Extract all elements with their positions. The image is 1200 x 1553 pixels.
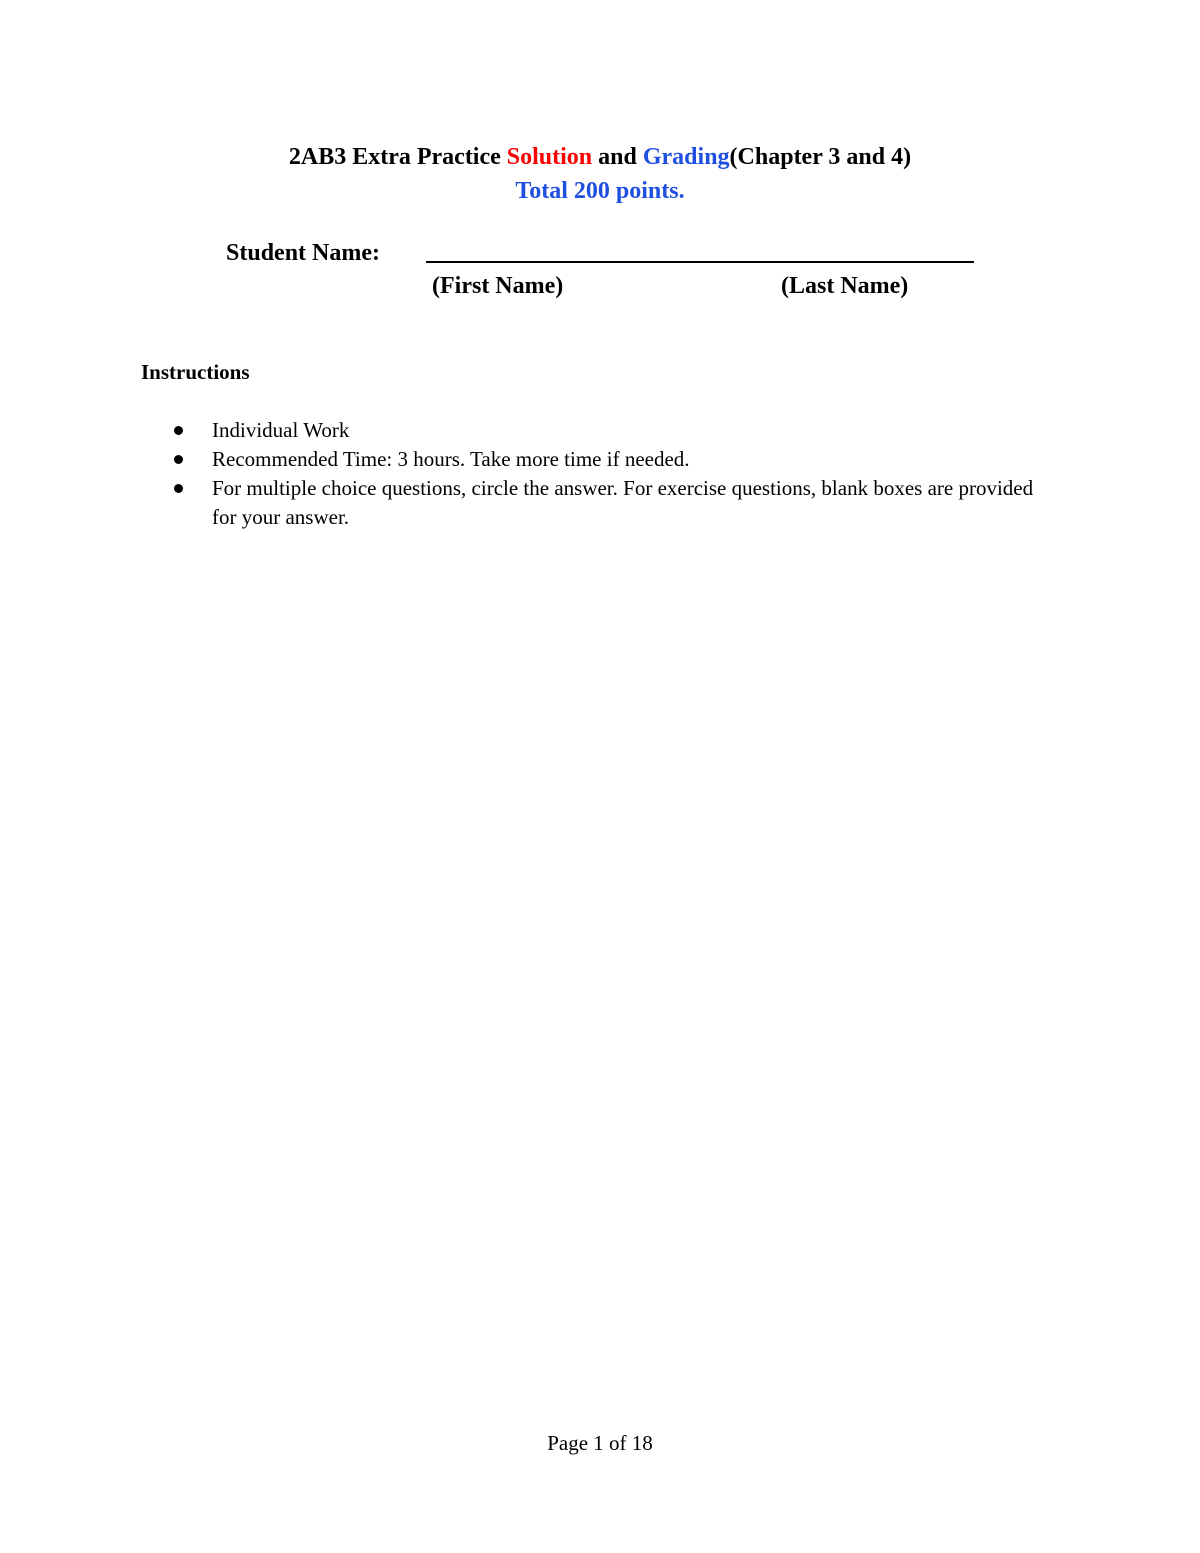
instructions-heading: Instructions (141, 360, 250, 384)
document-title (0, 140, 1200, 174)
instruction-text: Recommended Time: 3 hours. Take more time if needed. (212, 447, 690, 471)
page-number: Page 1 of 18 (547, 1431, 653, 1455)
title-prefix: 2AB3 Extra Practice (288, 144, 507, 170)
title-and-word: and (592, 144, 643, 170)
title-grading-word: Grading (642, 144, 730, 170)
instruction-text: Individual Work (212, 418, 350, 442)
title-chapter-suffix: (Chapter 3 and 4) (729, 144, 912, 170)
instruction-item (172, 416, 1052, 445)
instruction-item (172, 445, 1052, 474)
total-points: Total 200 points. (515, 178, 685, 204)
last-name-label: (Last Name) (781, 273, 909, 299)
bullet-icon (174, 455, 183, 464)
instruction-item (172, 474, 1052, 532)
first-name-label: (First Name) (432, 273, 564, 299)
instructions-list (172, 416, 1052, 532)
instruction-text: For multiple choice questions, circle the answer. For exercise questions, blank boxes are provided for your answer. (212, 476, 1034, 529)
student-name-field-line[interactable] (426, 261, 974, 263)
bullet-icon (174, 426, 183, 435)
title-solution-word: Solution (506, 144, 593, 170)
student-name-label: Student Name: (226, 240, 380, 266)
bullet-icon (174, 484, 183, 493)
